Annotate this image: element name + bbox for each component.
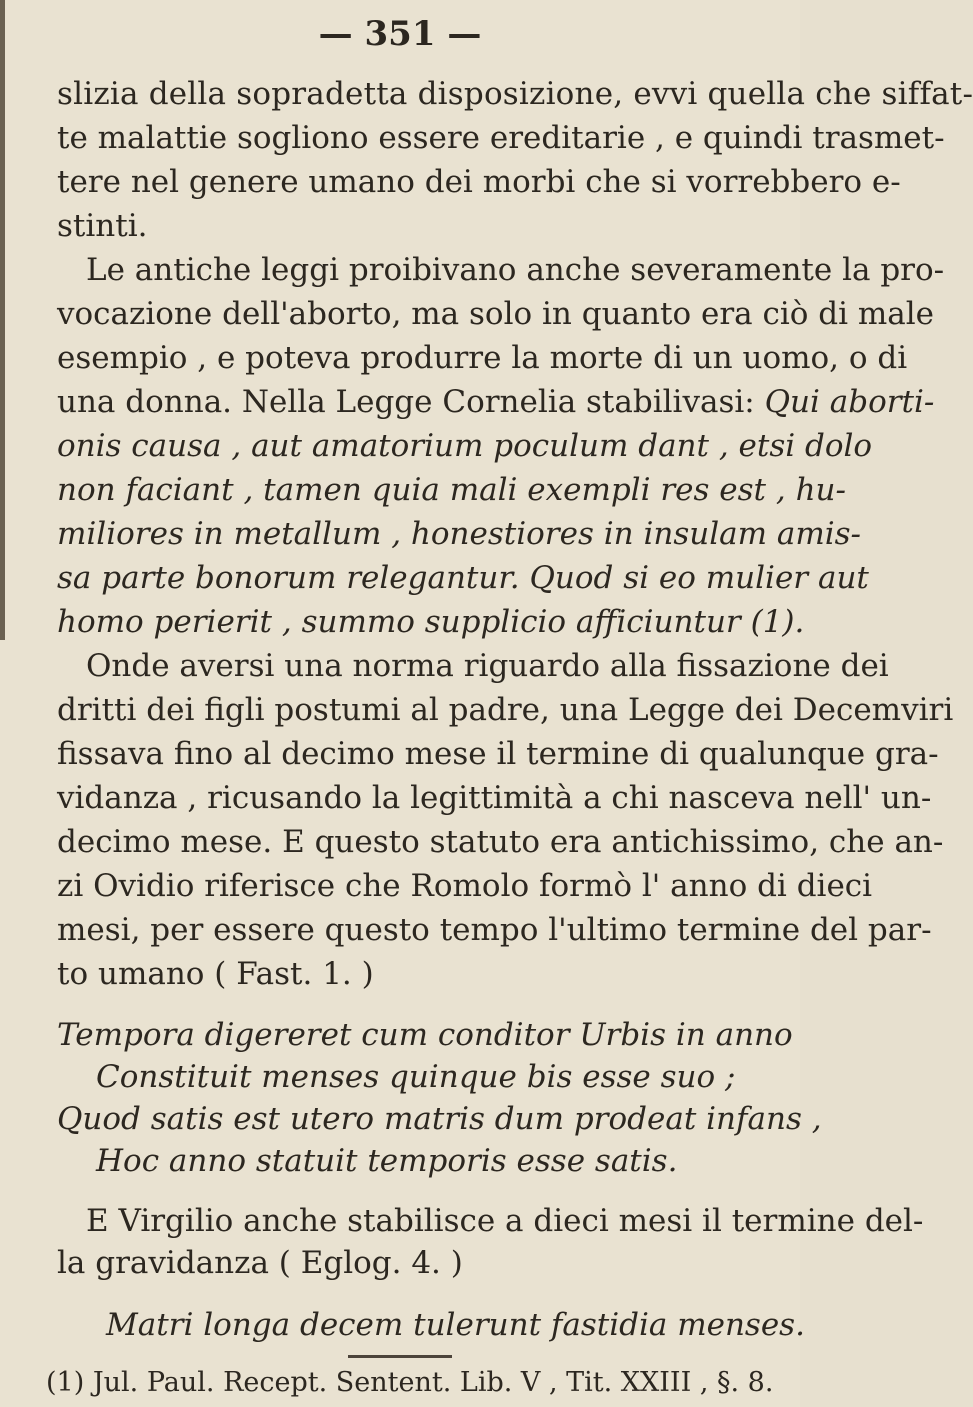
- verse-line: Tempora digereret cum conditor Urbis in anno: [57, 1017, 793, 1053]
- text-line: esempio , e poteva produrre la morte di un uomo, o di: [57, 340, 908, 376]
- text-line: la gravidanza ( Eglog. 4. ): [57, 1245, 463, 1281]
- text-line: Onde aversi una norma riguardo alla fissazione dei: [86, 648, 889, 684]
- text-line: to umano ( Fast. 1. ): [57, 956, 374, 992]
- latin-quote-line: miliores in metallum , honestiores in insulam amis-: [57, 516, 862, 552]
- latin-text-run: Qui aborti-: [754, 384, 935, 420]
- text-line: dritti dei figli postumi al padre, una Legge dei Decemviri: [57, 692, 954, 728]
- text-line: slizia della sopradetta disposizione, evvi quella che siffat-: [57, 76, 973, 112]
- text-line: stinti.: [57, 208, 148, 244]
- verse-line: Quod satis est utero matris dum prodeat infans ,: [57, 1101, 822, 1137]
- text-line: E Virgilio anche stabilisce a dieci mesi il termine del-: [86, 1203, 924, 1239]
- text-line: fissava fino al decimo mese il termine di qualunque gra-: [57, 736, 939, 772]
- latin-quote-line: non faciant , tamen quia mali exempli res est , hu-: [57, 472, 846, 508]
- text-line: decimo mese. E questo statuto era antichissimo, che an-: [57, 824, 944, 860]
- text-line: mesi, per essere questo tempo l'ultimo termine del par-: [57, 912, 932, 948]
- footnote: (1) Jul. Paul. Recept. Sentent. Lib. V , Tit. XXIII , §. 8.: [46, 1367, 774, 1398]
- page-number: — 351 —: [318, 14, 482, 54]
- latin-quote-line: homo perierit , summo supplicio afficiuntur (1).: [57, 604, 805, 640]
- text-line: te malattie sogliono essere ereditarie , e quindi trasmet-: [57, 120, 945, 156]
- text-line: zi Ovidio riferisce che Romolo formò l' anno di dieci: [57, 868, 873, 904]
- text-line: Le antiche leggi proibivano anche severamente la pro-: [86, 252, 945, 288]
- page-edge-rule: [0, 0, 5, 640]
- verse-line: Matri longa decem tulerunt fastidia menses.: [106, 1307, 805, 1343]
- text-line: [57, 382, 934, 422]
- verse-line: Hoc anno statuit temporis esse satis.: [96, 1143, 678, 1179]
- latin-quote-line: sa parte bonorum relegantur. Quod si eo mulier aut: [57, 560, 869, 596]
- text-run: una donna. Nella Legge Cornelia stabilivasi:: [57, 384, 755, 420]
- latin-quote-line: onis causa , aut amatorium poculum dant , etsi dolo: [57, 428, 873, 464]
- text-line: vidanza , ricusando la legittimità a chi nasceva nell' un-: [57, 780, 932, 816]
- text-line: vocazione dell'aborto, ma solo in quanto era ciò di male: [57, 296, 935, 332]
- verse-line: Constituit menses quinque bis esse suo ;: [96, 1059, 736, 1095]
- footnote-separator: [348, 1355, 452, 1358]
- text-line: tere nel genere umano dei morbi che si vorrebbero e-: [57, 164, 901, 200]
